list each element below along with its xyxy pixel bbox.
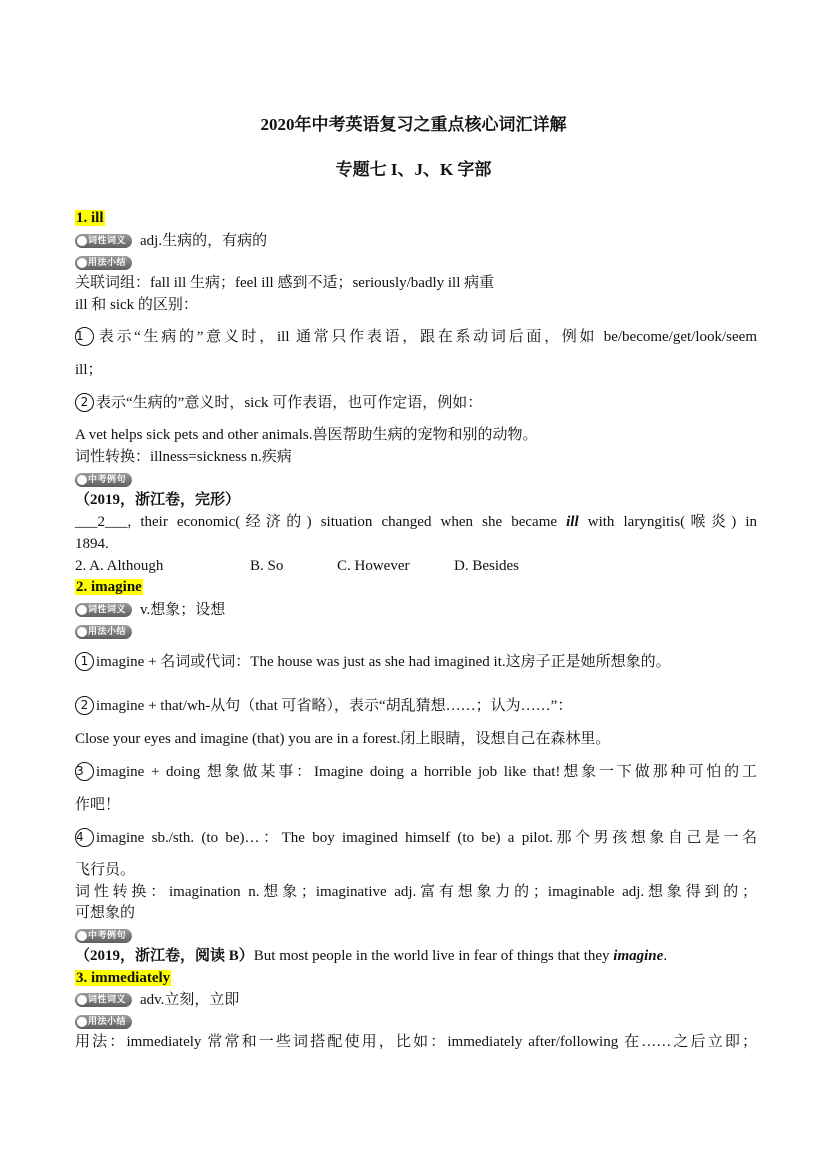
circled-number-3: 3 (75, 762, 94, 781)
circled-number-2: 2 (75, 696, 94, 715)
page-title: 2020年中考英语复习之重点核心词汇详解 (260, 115, 567, 134)
circled-number-1: 1 (75, 327, 94, 346)
usage-point-1-cont: ill； (75, 362, 103, 378)
meaning-tag-icon: 词性词义 (75, 993, 132, 1007)
imagine-point-2-example: Close your eyes and imagine (that) you are in a forest.闭上眼睛，设想自己在森林里。 (75, 731, 611, 747)
imagine-point-1-text: imagine + 名词或代词：The house was just as she had imagined it.这房子正是她所想象的。 (96, 654, 671, 670)
entry-meaning: adj.生病的，有病的 (140, 232, 268, 249)
immediately-usage: 用法：immediately 常常和一些词搭配使用，比如：immediately after/following 在……之后立即； (75, 1034, 757, 1050)
usage-point-1 (75, 327, 757, 347)
word-conversion-cont: 可想象的 (75, 905, 136, 921)
imagine-point-3 (75, 762, 757, 782)
circled-number-4: 4 (75, 828, 94, 847)
circled-number-2: 2 (75, 393, 94, 412)
option-b: B. So (250, 558, 284, 574)
entry-heading-imagine: 2. imagine (76, 579, 142, 595)
imagine-point-4 (75, 828, 757, 848)
example-tag-icon: 中考例句 (75, 929, 132, 943)
example-tag-icon: 中考例句 (75, 473, 132, 487)
imagine-point-4-text: imagine sb./sth. (to be)…：The boy imagined himself (to be) a pilot.那个男孩想象自己是一名 (96, 830, 757, 846)
usage-tag-icon: 用法小结 (75, 256, 132, 270)
exam-source: （2019，浙江卷，阅读 B） (75, 948, 254, 964)
option-c: C. However (337, 558, 410, 574)
exam-example (75, 946, 757, 966)
usage-point-2 (75, 393, 757, 413)
page-subtitle: 专题七 I、J、K 字部 (335, 160, 492, 179)
entry-heading-ill: 1. ill (76, 210, 104, 226)
exam-text-2: with laryngitis(喉炎) in (578, 514, 757, 530)
difference-title: ill 和 sick 的区别： (75, 297, 198, 313)
exam-source: （2019，浙江卷，完形） (75, 492, 241, 508)
usage-point-2-text: 表示“生病的”意义时，sick 可作表语，也可作定语，例如： (96, 395, 483, 411)
exam-text: But most people in the world live in fear of things that they (253, 948, 614, 964)
exam-key-word: imagine (613, 948, 664, 964)
entry-meaning: adv.立刻，立即 (140, 991, 240, 1008)
exam-question-cont: 1894. (75, 536, 109, 552)
exam-text-1: ___2___, their economic(经济的) situation changed when she became (75, 514, 567, 530)
option-d: D. Besides (454, 558, 519, 574)
example-sentence: A vet helps sick pets and other animals.兽医帮助生病的宠物和别的动物。 (75, 427, 538, 443)
exam-key-word: ill (566, 514, 579, 530)
circled-number-1: 1 (75, 652, 94, 671)
exam-text-end: . (663, 948, 668, 964)
exam-question (75, 512, 757, 532)
imagine-point-2-text: imagine + that/wh-从句（that 可省略），表示“胡乱猜想……；认为……”： (96, 698, 573, 714)
option-a: 2. A. Although (75, 558, 164, 574)
entry-meaning: v.想象；设想 (140, 601, 226, 618)
entry-heading-immediately: 3. immediately (76, 970, 171, 986)
imagine-point-4-cont: 飞行员。 (75, 862, 136, 878)
usage-tag-icon: 用法小结 (75, 1015, 132, 1029)
imagine-point-2 (75, 696, 757, 716)
imagine-point-3-cont: 作吧！ (75, 797, 121, 813)
meaning-tag-icon: 词性词义 (75, 603, 132, 617)
word-conversion: 词性转换：imagination n.想象；imaginative adj.富有想象力的；imaginable adj.想象得到的； (75, 884, 757, 900)
related-phrases: 关联词组：fall ill 生病；feel ill 感到不适；seriously/badly ill 病重 (75, 275, 495, 291)
usage-point-1-text: 表示“生病的”意义时，ill 通常只作表语，跟在系动词后面，例如 be/become/get/look/seem (96, 329, 757, 345)
imagine-point-1 (75, 652, 757, 672)
usage-tag-icon: 用法小结 (75, 625, 132, 639)
imagine-point-3-text: imagine + doing 想象做某事：Imagine doing a horrible job like that!想象一下做那种可怕的工 (96, 764, 757, 780)
meaning-tag-icon: 词性词义 (75, 234, 132, 248)
word-conversion: 词性转换：illness=sickness n.疾病 (75, 449, 292, 465)
